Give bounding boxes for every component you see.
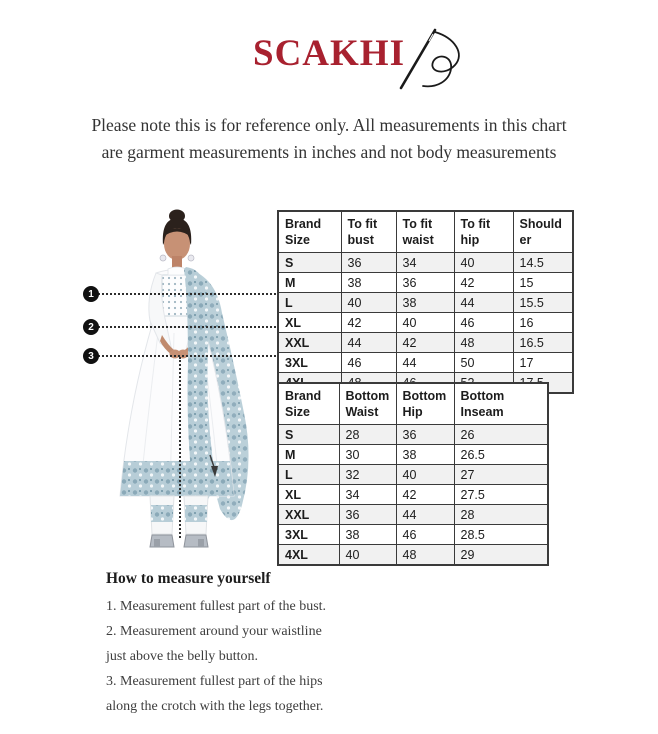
bust-measure-line — [91, 293, 276, 295]
measurement-cell: 50 — [454, 353, 513, 373]
size-label-cell: S — [278, 253, 341, 273]
measurement-cell: 36 — [396, 273, 454, 293]
measurement-cell: 44 — [396, 505, 454, 525]
measurement-cell: 30 — [339, 445, 396, 465]
measurement-cell: 15.5 — [513, 293, 573, 313]
size-label-cell: L — [278, 465, 339, 485]
column-header: To fit bust — [341, 211, 396, 253]
marker-number: 1 — [88, 288, 94, 300]
measurement-cell: 40 — [396, 313, 454, 333]
measurement-cell: 40 — [341, 293, 396, 313]
measurement-cell: 38 — [396, 293, 454, 313]
measurement-cell: 28 — [339, 425, 396, 445]
measurement-cell: 40 — [454, 253, 513, 273]
size-row — [278, 445, 548, 465]
how-to-measure-section — [106, 570, 366, 725]
waist-measure-line — [91, 326, 276, 328]
column-header: Bottom Inseam — [454, 383, 548, 425]
measure-marker-hip — [83, 348, 99, 364]
size-row — [278, 525, 548, 545]
measurement-cell: 14.5 — [513, 253, 573, 273]
measurement-cell: 17 — [513, 353, 573, 373]
measurement-cell: 40 — [396, 465, 454, 485]
measurement-cell: 36 — [339, 505, 396, 525]
bottom-size-table — [277, 382, 549, 566]
measure-instruction-line: just above the belly button. — [106, 649, 259, 664]
measure-marker-bust — [83, 286, 99, 302]
measurement-cell: 29 — [454, 545, 548, 566]
column-header: Bottom Waist — [339, 383, 396, 425]
how-to-measure-title: How to measure yourself — [106, 570, 271, 587]
measurement-cell: 42 — [396, 485, 454, 505]
measurement-cell: 44 — [341, 333, 396, 353]
size-row — [278, 485, 548, 505]
measurement-cell: 16 — [513, 313, 573, 333]
size-row — [278, 353, 573, 373]
measurement-cell: 36 — [341, 253, 396, 273]
brand-logo-text: SCAKHI — [253, 33, 405, 74]
measurement-cell: 28.5 — [454, 525, 548, 545]
disclaimer-line-2: are garment measurements in inches and not body measurements — [101, 142, 557, 163]
measurement-cell: 44 — [454, 293, 513, 313]
measurement-cell: 34 — [396, 253, 454, 273]
size-label-cell: XL — [278, 313, 341, 333]
measurement-cell: 46 — [454, 313, 513, 333]
size-label-cell: M — [278, 445, 339, 465]
size-label-cell: S — [278, 425, 339, 445]
size-row — [278, 425, 548, 445]
inseam-measure-line — [179, 357, 181, 538]
size-row — [278, 313, 573, 333]
size-label-cell: M — [278, 273, 341, 293]
size-label-cell: 4XL — [278, 545, 339, 566]
column-header: To fit waist — [396, 211, 454, 253]
marker-number: 2 — [88, 321, 94, 333]
brand-header — [0, 34, 658, 75]
measurement-cell: 26 — [454, 425, 548, 445]
marker-number: 3 — [88, 350, 94, 362]
measurement-cell: 26.5 — [454, 445, 548, 465]
size-label-cell: 3XL — [278, 525, 339, 545]
measurement-cell: 46 — [341, 353, 396, 373]
column-header: Brand Size — [278, 383, 339, 425]
disclaimer-line-1: Please note this is for reference only. All measurements in this chart — [91, 115, 567, 135]
measurement-cell: 34 — [339, 485, 396, 505]
measurement-cell: 44 — [396, 353, 454, 373]
size-label-cell: XXL — [278, 333, 341, 353]
measurement-cell: 36 — [396, 425, 454, 445]
measurement-cell: 40 — [339, 545, 396, 566]
measurement-cell: 15 — [513, 273, 573, 293]
measurement-cell: 27 — [454, 465, 548, 485]
size-row — [278, 505, 548, 525]
column-header: Shoulder — [513, 211, 573, 253]
measurement-cell: 42 — [396, 333, 454, 353]
disclaimer-note — [0, 112, 658, 166]
measurement-cell: 46 — [396, 525, 454, 545]
measurement-cell: 32 — [339, 465, 396, 485]
measurement-cell: 38 — [339, 525, 396, 545]
measurement-cell: 48 — [396, 545, 454, 566]
size-row — [278, 293, 573, 313]
measure-instruction-line: along the crotch with the legs together. — [106, 699, 324, 714]
measurement-cell: 27.5 — [454, 485, 548, 505]
measurement-cell: 38 — [396, 445, 454, 465]
measure-instruction-line: 3. Measurement fullest part of the hips — [106, 674, 323, 689]
column-header: Brand Size — [278, 211, 341, 253]
size-row — [278, 273, 573, 293]
size-label-cell: XXL — [278, 505, 339, 525]
kurta-size-table — [277, 210, 574, 394]
measurement-cell: 38 — [341, 273, 396, 293]
measure-instruction-line: 2. Measurement around your waistline — [106, 624, 322, 639]
hip-measure-line — [91, 355, 276, 357]
size-row — [278, 253, 573, 273]
measurement-cell: 42 — [341, 313, 396, 333]
size-label-cell: XL — [278, 485, 339, 505]
measurement-cell: 42 — [454, 273, 513, 293]
header-row — [278, 383, 548, 425]
measurement-cell: 28 — [454, 505, 548, 525]
column-header: To fit hip — [454, 211, 513, 253]
needle-thread-icon — [395, 28, 473, 92]
measure-marker-waist — [83, 319, 99, 335]
column-header: Bottom Hip — [396, 383, 454, 425]
how-to-measure-list — [106, 600, 366, 714]
measurement-cell: 48 — [454, 333, 513, 353]
header-row — [278, 211, 573, 253]
size-label-cell: 3XL — [278, 353, 341, 373]
measurement-cell: 16.5 — [513, 333, 573, 353]
size-row — [278, 465, 548, 485]
measure-instruction-line: 1. Measurement fullest part of the bust. — [106, 599, 327, 614]
model-photo — [88, 203, 280, 563]
size-label-cell: L — [278, 293, 341, 313]
size-row — [278, 333, 573, 353]
size-row — [278, 545, 548, 566]
